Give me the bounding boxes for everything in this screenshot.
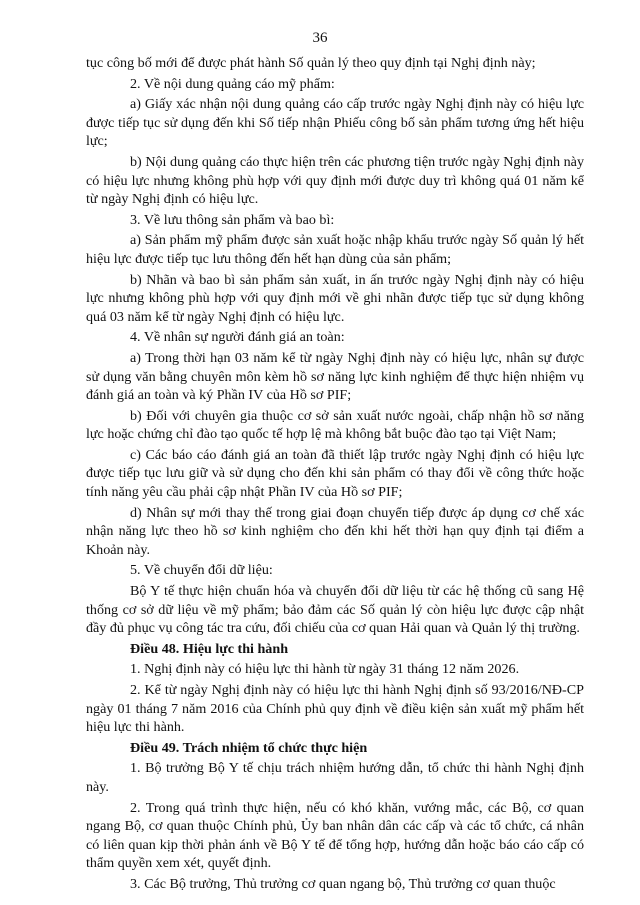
paragraph: Bộ Y tế thực hiện chuẩn hóa và chuyển đổi dữ liệu từ các hệ thống cũ sang Hệ thống cơ sở dữ liệu về mỹ phẩm; bảo đảm các Số quản lý còn hiệu lực được cập nhật đầy đủ phục vụ công tác tra cứu, đối chiếu của cơ quan Hải quan và Quản lý thị trường. <box>86 583 584 637</box>
paragraph: 2. Trong quá trình thực hiện, nếu có khó khăn, vướng mắc, các Bộ, cơ quan ngang Bộ, cơ quan thuộc Chính phủ, Ủy ban nhân dân các cấp và các tổ chức, cá nhân có liên quan kịp thời phản ánh về Bộ Y tế để tổng hợp, hướng dẫn hoặc báo cáo cấp có thẩm quyền xem xét, quyết định. <box>86 799 584 872</box>
article-heading: Điều 49. Trách nhiệm tổ chức thực hiện <box>130 739 368 756</box>
paragraph: a) Sản phẩm mỹ phẩm được sản xuất hoặc nhập khẩu trước ngày Số quản lý hết hiệu lực được tiếp tục lưu thông đến hết hạn dùng của sản phẩm; <box>86 232 584 267</box>
paragraph: 1. Bộ trưởng Bộ Y tế chịu trách nhiệm hướng dẫn, tổ chức thi hành Nghị định này. <box>86 760 584 795</box>
paragraph: b) Đối với chuyên gia thuộc cơ sở sản xuất nước ngoài, chấp nhận hồ sơ năng lực hoặc chứng chỉ đào tạo quốc tế hợp lệ mà không bắt buộc đào tạo tại Việt Nam; <box>86 407 584 443</box>
page-number: 36 <box>312 30 328 46</box>
paragraph: a) Giấy xác nhận nội dung quảng cáo cấp trước ngày Nghị định này có hiệu lực được tiếp tục sử dụng đến khi Số tiếp nhận Phiếu công bố sản phẩm tương ứng hết hiệu lực; <box>86 96 584 150</box>
paragraph: tục công bố mới để được phát hành Số quản lý theo quy định tại Nghị định này; <box>86 55 536 71</box>
paragraph: 3. Các Bộ trưởng, Thủ trưởng cơ quan ngang bộ, Thủ trưởng cơ quan thuộc <box>130 875 556 892</box>
paragraph: d) Nhân sự mới thay thế trong giai đoạn chuyển tiếp được áp dụng cơ chế xác nhận năng lực theo hồ sơ kinh nghiệm cho đến khi hết thời hạn quy định tại điểm a Khoản này. <box>86 504 584 558</box>
paragraph: 2. Kể từ ngày Nghị định này có hiệu lực thi hành Nghị định số 93/2016/NĐ-CP ngày 01 tháng 7 năm 2016 của Chính phủ quy định về điều kiện sản xuất mỹ phẩm hết hiệu lực thi hành. <box>86 682 584 736</box>
document-body <box>86 54 584 896</box>
paragraph: 4. Về nhân sự người đánh giá an toàn: <box>130 329 345 346</box>
paragraph: a) Trong thời hạn 03 năm kể từ ngày Nghị định này có hiệu lực, nhân sự được sử dụng văn bằng chuyên môn kèm hồ sơ năng lực kinh nghiệm để thực hiện nhiệm vụ đánh giá an toàn và ký Phần IV của Hồ sơ PIF; <box>86 349 584 404</box>
paragraph: 2. Về nội dung quảng cáo mỹ phẩm: <box>130 75 335 92</box>
article-heading: Điều 48. Hiệu lực thi hành <box>130 640 289 657</box>
paragraph: b) Nội dung quảng cáo thực hiện trên các phương tiện trước ngày Nghị định này có hiệu lực nhưng không phù hợp với quy định mới được duy trì không quá 01 năm kể từ ngày Nghị định có hiệu lực. <box>86 153 584 208</box>
paragraph: c) Các báo cáo đánh giá an toàn đã thiết lập trước ngày Nghị định có hiệu lực được tiếp tục lưu giữ và sử dụng cho đến khi sản phẩm có thay đổi về công thức hoặc tính năng yêu cầu phải cập nhật Phần IV của Hồ sơ PIF; <box>86 446 584 501</box>
paragraph: 5. Về chuyển đổi dữ liệu: <box>130 562 273 579</box>
paragraph: 3. Về lưu thông sản phẩm và bao bì: <box>130 211 335 228</box>
paragraph: 1. Nghị định này có hiệu lực thi hành từ ngày 31 tháng 12 năm 2026. <box>130 661 520 678</box>
paragraph: b) Nhãn và bao bì sản phẩm sản xuất, in ấn trước ngày Nghị định này có hiệu lực nhưng không phù hợp với quy định mới về ghi nhãn được tiếp tục sử dụng không quá 03 năm kể từ ngày Nghị định có hiệu lực. <box>86 271 584 325</box>
